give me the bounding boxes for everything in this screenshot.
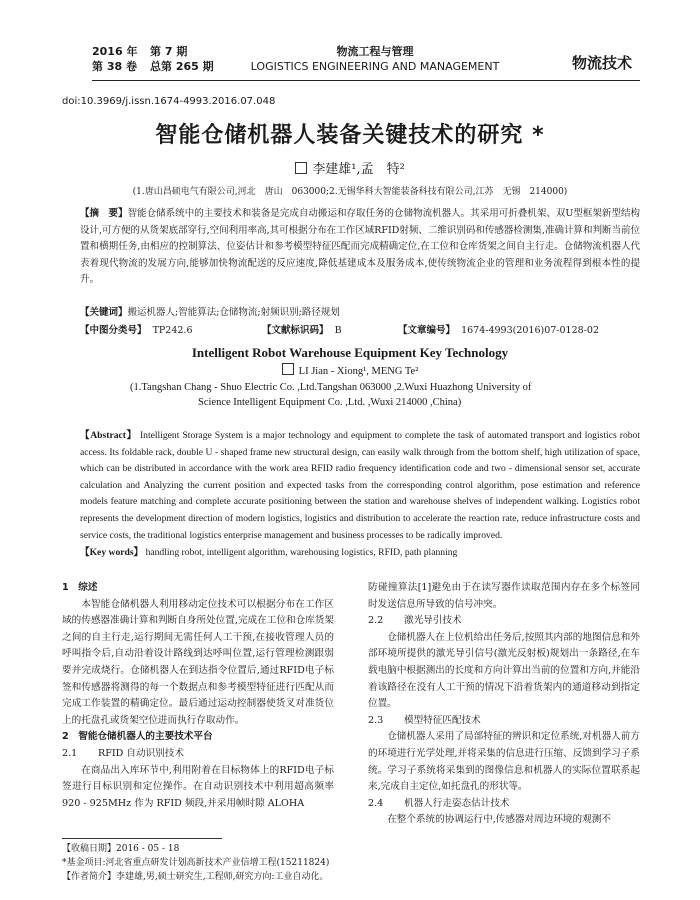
- footnote-fund: *基金项目:河北省重点研发计划高新技术产业信增工程(15211824): [62, 858, 330, 868]
- paragraph: 仓储机器人采用了局部特征的辨识和定位系统,对机器人前方的环境进行光学处理,并将采集的信息进行压缩、反馈到学习子系统。学习子系统将采集到的图像信息和机器人的实际位置联系起来,完成自主定位,如托盘孔的形状等。: [368, 731, 640, 793]
- journal-name-en: LOGISTICS ENGINEERING AND MANAGEMENT: [250, 60, 500, 73]
- subsection-title: 机器人行走姿态估计技术: [404, 797, 510, 809]
- title-cn: 智能仓储机器人装备关键技术的研究 *: [155, 123, 545, 148]
- authors-en: [0, 363, 700, 377]
- issue-info: [92, 44, 214, 74]
- year: 2016 年: [92, 45, 138, 58]
- article-number: [398, 322, 599, 336]
- keywords-en: [80, 544, 640, 558]
- keywords-cn-text: 搬运机器人;智能算法;仓储物流;射频识别;路径规划: [127, 307, 340, 318]
- clc-value: TP242.6: [152, 325, 193, 336]
- abstract-cn: [80, 206, 640, 289]
- article-number-value: 1674-4993(2016)07-0128-02: [461, 325, 599, 336]
- paragraph: 在整个系统的协调运行中,传感器对周边环境的观测不: [387, 814, 611, 826]
- subsection-heading: [62, 746, 334, 763]
- body-column-right: [368, 580, 640, 829]
- section-heading: 2 智能仓储机器人的主要技术平台: [62, 731, 213, 743]
- subsection-heading: [368, 713, 640, 730]
- abstract-en-text: Intelligent Storage System is a major technology and equipment to complete the task of automated transport and logistics robot access. Its foldable rack, double U - shaped frame new structural design, can easily walk through from the bottom shelf, high utilization of space, which can be distributed in accordance with the work area RFID radio frequency identification code and two - dimensional sensor set, accurate calculation and Analyzing the current position and expected tasks from the corresponding control algorithm, pose estimation and reference models feature matching and complete accurate positioning between the station and warehouse shelves of independent walking. Logistics robot represents the development direction of modern logistics, logistics and distribution to accelerate the reaction rate, reduce infrastructure costs and service costs, the traditional logistics enterprise management and business processes to be radically improved.: [80, 430, 640, 541]
- volume: 第 38 卷: [92, 60, 137, 73]
- title-en: Intelligent Robot Warehouse Equipment Key Technology: [191, 345, 509, 360]
- subsection-title: 激光导引技术: [404, 615, 462, 627]
- header-rule: [92, 80, 640, 81]
- paragraph: 本智能仓储机器人利用移动定位技术可以根据分布在工作区域的传感器准确计算和判断自身所处位置,完成在工位和仓库货架之间的自主行走,运行期间无需任何人工干预,在接收管理人员的呼叫指令后,自动沿着设计路线到达呼叫位置,运行管理检测跟弱要并完成烧行。仓储机器人在到达指令位置后,通过RFID电子标签和传感器将测得的每一个数据点和参考模型特征进行匹配从而完成工作装置的精确定位。最后通过运动控制器使货叉对准货位上的托盘孔或货架空位进而执行存取动作。: [62, 598, 334, 726]
- subsection-heading: [368, 613, 640, 630]
- checkbox-square-icon: [295, 162, 307, 174]
- paragraph: 仓储机器人在上位机给出任务后,按照其内部的地图信息和外部环境所提供的激光导引信号(激光反射板)规划出一条路径,在车载电脑中根据测出的长度和方向计算出当前的位置和方向,并能沿着该路径在没有人工干预的情况下沿着货架内的通道移动到指定位置。: [368, 631, 640, 710]
- abstract-cn-text: 智能仓储系统中的主要技术和装备是完成自动搬运和存取任务的仓储物流机器人。其采用可折叠机架、双U型框架新型结构设计,可方便的从货架底部穿行,空间利用率高,其可根据分布在工作区域RFID射频、二维识别码和传感器检测集,准确计算和判断当前位置和横期任务,由相应的控制算法、位姿估计和参考模型特征匹配而完成精确定位,在工位和仓库货架之间自主行走。仓储物流机器人代表着现代物流的发展方向,能够加快物流配送的反应速度,降低基建成本及服务成本,使传统物流企业的管理和业务流程得到根本性的提升。: [80, 208, 640, 286]
- abstract-en: [80, 428, 640, 544]
- authors-cn: [0, 158, 700, 177]
- clc-label: 【中图分类号】: [80, 325, 147, 336]
- abstract-cn-label: 【摘 要】: [80, 208, 128, 219]
- subsection-number: 2.3: [368, 714, 384, 726]
- journal-name-cn: 物流工程与管理: [336, 45, 414, 58]
- subsection-number: 2.2: [368, 615, 384, 627]
- subsection-number: 2.4: [368, 797, 384, 809]
- subsection-title: RFID 自动识别技术: [98, 747, 184, 759]
- footnote-rule: [62, 838, 222, 839]
- section-label: 物流技术: [572, 54, 633, 72]
- keywords-en-text: handling robot, intelligent algorithm, warehousing logistics, RFID, path planning: [145, 547, 458, 558]
- footnote-author: 【作者简介】李建雄,男,硕士研究生,工程师,研究方向:工业自动化。: [62, 872, 329, 882]
- paragraph: 防碰撞算法[1]避免由于在读写器作读取范围内存在多个标签同时发送信息所导致的信号冲突。: [368, 582, 640, 610]
- affiliation-en-line1: (1.Tangshan Chang - Shuo Electric Co. ,Ltd.Tangshan 063000 ,2.Wuxi Huazhong University of: [130, 382, 532, 393]
- doc-code-value: B: [334, 325, 342, 336]
- footnote-received: 【收稿日期】2016 - 05 - 18: [62, 844, 180, 854]
- clc-number: [80, 322, 193, 336]
- doc-code-label: 【文献标识码】: [262, 325, 329, 336]
- subsection-heading: [368, 796, 640, 813]
- affiliation-cn: (1.唐山昌硕电气有限公司,河北 唐山 063000;2.无锡华科大智能装备科技有限公司,江苏 无锡 214000): [132, 187, 568, 197]
- keywords-en-label: 【Key words】: [80, 547, 144, 558]
- paragraph: 在商品出入库环节中,利用附着在目标物体上的RFID电子标签进行目标识别和定位操作。在自动识别技术中利用超高频率 920 - 925MHz 作为 RFID 频段,并采用帧时隙 ALOHA: [62, 764, 334, 809]
- authors-en-text: LI Jian - Xiong¹, MENG Te²: [298, 366, 419, 377]
- subsection-title: 模型特征匹配技术: [404, 714, 481, 726]
- abstract-en-label: 【Abstract】: [80, 430, 137, 441]
- footnotes: [62, 842, 362, 884]
- total-issue: 总第 265 期: [150, 60, 214, 73]
- affiliation-en-line2: Science Intelligent Equipment Co. ,Ltd. ,Wuxi 214000 ,China): [198, 397, 462, 408]
- body-column-left: [62, 580, 334, 812]
- doi: doi:10.3969/j.issn.1674-4993.2016.07.048: [62, 96, 276, 107]
- authors-cn-text: 李建雄¹,孟 特²: [312, 162, 405, 177]
- section-heading: 1 综述: [62, 582, 98, 593]
- subsection-number: 2.1: [62, 747, 78, 759]
- affiliation-en: [130, 380, 640, 410]
- issue: 第 7 期: [150, 45, 188, 58]
- checkbox-square-icon: [282, 363, 294, 375]
- article-number-label: 【文章编号】: [398, 325, 456, 336]
- doc-code: [262, 322, 342, 336]
- keywords-cn: [80, 304, 640, 318]
- keywords-cn-label: 【关键词】: [80, 307, 128, 318]
- journal-name: [240, 44, 510, 74]
